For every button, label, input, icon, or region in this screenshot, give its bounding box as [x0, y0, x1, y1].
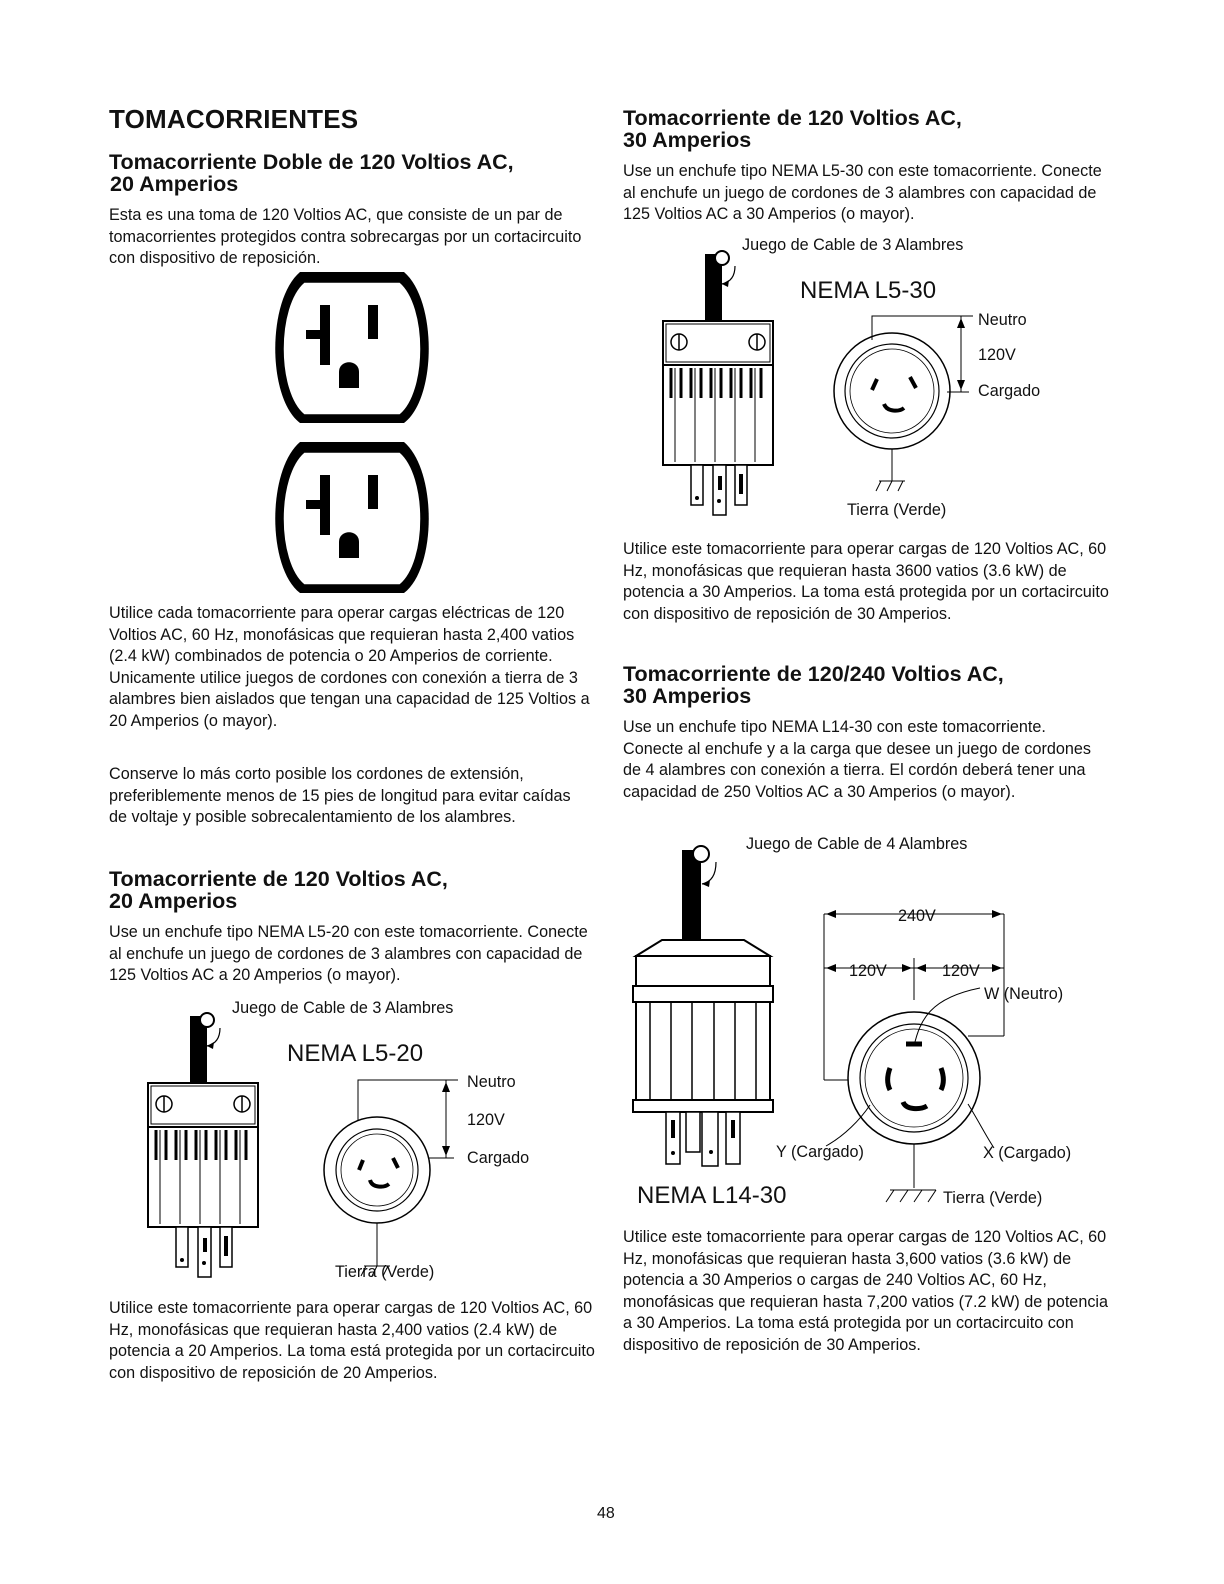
duplex-heading	[109, 151, 599, 195]
l520-voltage-label: 120V	[467, 1111, 505, 1129]
lower-outlet-t-slot	[306, 500, 324, 509]
l520-heading-line2: 20 Amperios	[109, 889, 238, 913]
l1430-heading-line2: 30 Amperios	[623, 684, 752, 708]
l530-receptacle-face	[834, 333, 950, 449]
l530-heading	[623, 107, 1113, 151]
l530-plug-diagram	[655, 246, 985, 526]
l1430-voltage-total: 240V	[898, 907, 936, 925]
l1430-cable-label: Juego de Cable de 4 Alambres	[746, 835, 968, 853]
l530-intro: Use un enchufe tipo NEMA L5-30 con este tomacorriente. Conecte al enchufe un juego de cordones de 3 alambres con capacidad de 125 Voltios AC a 30 Amperios (o mayor).	[623, 162, 1102, 224]
l520-usage: Utilice este tomacorriente para operar cargas de 120 Voltios AC, 60 Hz, monofásicas que requieran hasta 2,400 vatios (2.4 kW) de potencia a 20 Amperios. La toma está protegida por un cortacircuito con dispositivo de reposición de 20 Amperios.	[109, 1299, 595, 1382]
l1430-nema-label: NEMA L14-30	[637, 1182, 787, 1209]
l520-plug-body	[148, 1083, 258, 1277]
upper-outlet-face	[275, 272, 429, 423]
l1430-heading-line1: Tomacorriente de 120/240 Voltios AC,	[623, 662, 1004, 686]
l530-ground-label: Tierra (Verde)	[847, 501, 947, 519]
l520-nema-label: NEMA L5-20	[287, 1040, 424, 1067]
duplex-intro: Esta es una toma de 120 Voltios AC, que consiste de un par de tomacorrientes protegidos contra sobrecargas por un cortacircuito con dispositivo de reposición.	[109, 206, 582, 268]
duplex-receptacle-diagram	[262, 270, 442, 595]
l520-heading	[109, 868, 599, 912]
l520-load-label: Cargado	[467, 1149, 530, 1167]
l530-cable-label: Juego de Cable de 3 Alambres	[742, 236, 964, 254]
l1430-intro: Use un enchufe tipo NEMA L14-30 con este tomacorriente. Conecte al enchufe y a la carga que desee un juego de cordones de 4 alambres con conexión a tierra. El cordón deberá tener una capacidad de 250 Voltios AC a 30 Amperios (o mayor).	[623, 718, 1091, 801]
upper-outlet-ground-hole	[339, 362, 359, 388]
l520-plug-diagram	[140, 1008, 470, 1288]
l1430-x-label: X (Cargado)	[983, 1144, 1072, 1162]
l1430-voltage-left: 120V	[849, 962, 887, 980]
l1430-ground-label: Tierra (Verde)	[943, 1189, 1043, 1207]
l1430-plug-diagram	[630, 840, 1050, 1220]
lower-outlet-ground-hole	[339, 532, 359, 558]
l530-plug-body	[663, 321, 773, 515]
duplex-usage: Utilice cada tomacorriente para operar cargas eléctricas de 120 Voltios AC, 60 Hz, monofásicas que requieran hasta 2,400 vatios (2.4 kW) combinados de potencia o 20 Amperios de corriente. Unicamente utilice juegos de cordones con conexión a tierra de 3 alambres bien aislados que tengan una capacidad de 125 Voltios a 20 Amperios (o mayor).	[109, 604, 590, 730]
l1430-y-slot	[888, 1068, 890, 1090]
l1430-heading	[623, 663, 1113, 707]
l1430-neutral-label: W (Neutro)	[984, 985, 1064, 1003]
l1430-receptacle-face	[848, 1012, 980, 1144]
l530-neutral-label: Neutro	[978, 311, 1027, 329]
l1430-usage: Utilice este tomacorriente para operar cargas de 120 Voltios AC, 60 Hz, monofásicas que requieran hasta 3,600 vatios (3.6 kW) de potencia a 30 Amperios o cargas de 240 Voltios AC, 60 Hz, monofásicas que requieran hasta 7,200 vatios (7.2 kW) de potencia a 30 Amperios. La toma está protegida por un cortacircuito con dispositivo de reposición de 30 Amperios.	[623, 1228, 1109, 1354]
upper-outlet-hot-slot	[368, 305, 378, 339]
upper-outlet-t-slot	[306, 330, 324, 339]
duplex-heading-line2: 20 Amperios	[110, 172, 239, 196]
l1430-y-label: Y (Cargado)	[776, 1143, 864, 1161]
l530-usage: Utilice este tomacorriente para operar cargas de 120 Voltios AC, 60 Hz, monofásicas que requieran hasta 3600 vatios (3.6 kW) de potencia a 30 Amperios. La toma está protegida por un cortacircuito con dispositivo de reposición de 30 Amperios.	[623, 540, 1109, 623]
l1430-x-slot	[941, 1068, 943, 1090]
l530-section	[623, 107, 1113, 151]
page-title: TOMACORRIENTES	[109, 104, 359, 134]
page-number: 48	[597, 1505, 615, 1522]
duplex-advice: Conserve lo más corto posible los cordones de extensión, preferiblemente menos de 15 pies de longitud para evitar caídas de voltaje y posible sobrecalentamiento de los alambres.	[109, 765, 571, 827]
l520-receptacle-face	[324, 1117, 430, 1223]
l520-neutral-label: Neutro	[467, 1073, 516, 1091]
l530-nema-label: NEMA L5-30	[800, 277, 937, 304]
l530-voltage-label: 120V	[978, 346, 1016, 364]
l520-section	[109, 868, 599, 912]
l1430-section	[623, 663, 1113, 707]
l530-heading-line2: 30 Amperios	[623, 128, 752, 152]
duplex-heading-line1: Tomacorriente Doble de 120 Voltios AC,	[109, 150, 514, 174]
l1430-plug-body	[633, 940, 773, 1166]
l1430-voltage-right: 120V	[942, 962, 980, 980]
l1430-cord	[682, 850, 701, 942]
duplex-section	[109, 151, 599, 195]
l520-cable-label: Juego de Cable de 3 Alambres	[232, 999, 454, 1017]
l520-ground-label: Tierra (Verde)	[335, 1263, 435, 1281]
lower-outlet-face	[275, 442, 429, 593]
l530-heading-line1: Tomacorriente de 120 Voltios AC,	[623, 106, 962, 130]
lower-outlet-hot-slot	[368, 475, 378, 509]
l530-load-label: Cargado	[978, 382, 1041, 400]
l520-heading-line1: Tomacorriente de 120 Voltios AC,	[109, 867, 448, 891]
l520-intro: Use un enchufe tipo NEMA L5-20 con este tomacorriente. Conecte al enchufe un juego de cordones de 3 alambres con capacidad de 125 Voltios AC a 20 Amperios (o mayor).	[109, 923, 588, 985]
